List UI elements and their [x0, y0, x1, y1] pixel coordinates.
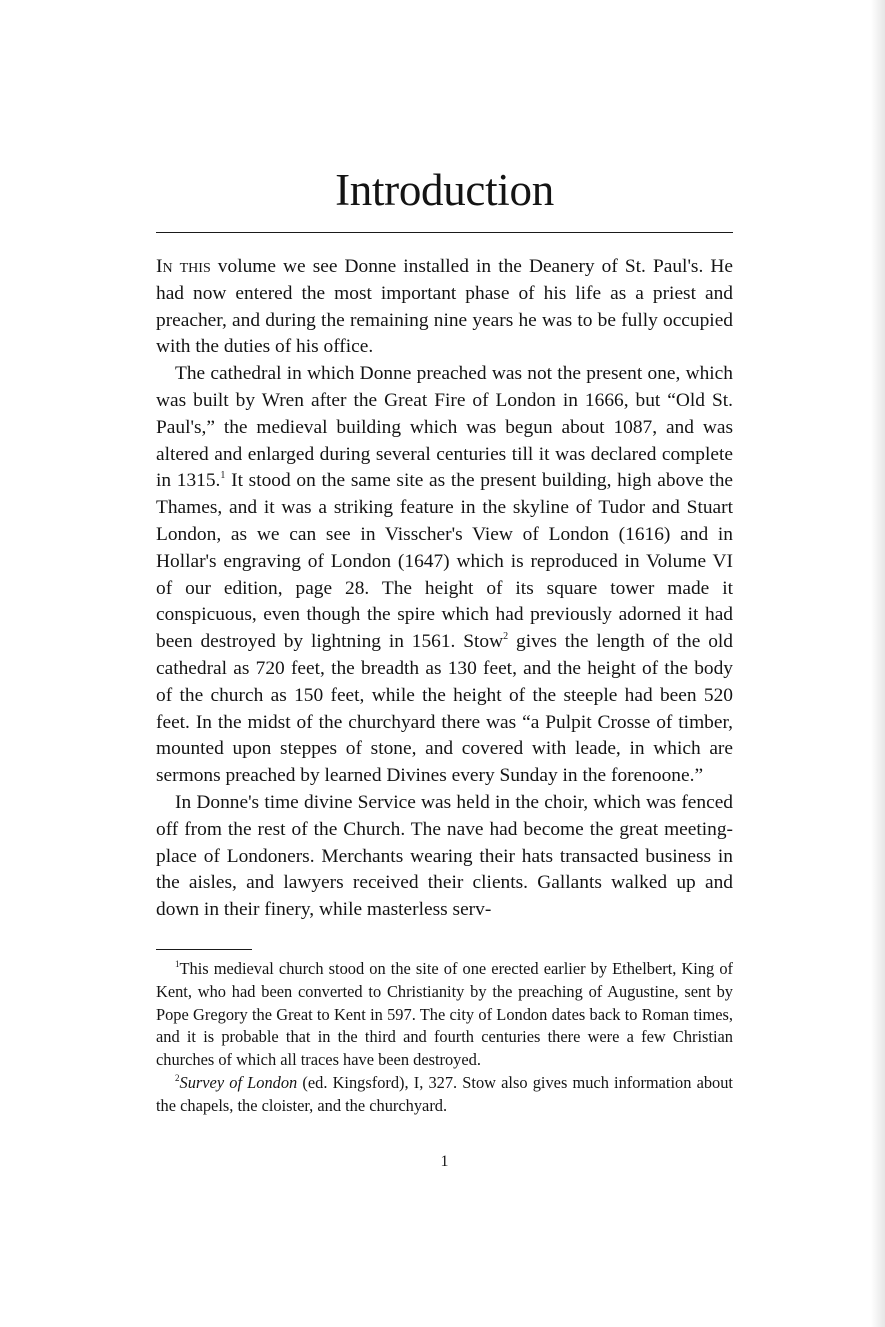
footnote-1-mark: 1: [175, 959, 180, 969]
paragraph-1: [156, 254, 733, 361]
paragraph-2-text-b: It stood on the same site as the present building, high above the Thames, and it was a striking feature in the skyline of Tudor and Stuart London, as we can see in Visscher's View of London (1616) and in Hollar's engraving of London (1647) which is reproduced in Volume VI of our edition, page 28. The height of its square tower made it conspicuous, even though the spire which had previously adorned it had been destroyed by lightning in 1561. Stow: [156, 470, 733, 653]
paragraph-2-text-c: gives the length of the old cathedral as 720 feet, the breadth as 130 feet, and the height of the body of the church as 150 feet, while the height of the steeple had been 520 feet. In the midst of the churchyard there was “a Pulpit Crosse of timber, mounted upon steppes of stone, and covered with leade, in which are sermons preached by learned Divines every Sunday in the forenoone.”: [156, 631, 733, 787]
paragraph-3: In Donne's time divine Service was held in the choir, which was fenced off from the rest of the Church. The nave had become the great meeting-place of Londoners. Merchants wearing their hats transacted business in the aisles, and lawyers received their clients. Gallants walked up and down in their finery, while masterless serv-: [156, 791, 733, 921]
footnote-2-mark: 2: [175, 1072, 180, 1083]
footnote-2-title: Survey of London: [179, 1072, 298, 1092]
footnote-ref-1[interactable]: 1: [220, 470, 226, 482]
chapter-title: Introduction: [335, 165, 554, 215]
footnote-1: [156, 958, 733, 1072]
body-text: [156, 254, 733, 924]
paragraph-2: [156, 361, 733, 790]
paragraph-1-lead: In this: [156, 256, 211, 277]
paragraph-2-text-a: The cathedral in which Donne preached was not the present one, which was built by Wren after the Great Fire of London in 1666, but “Old St. Paul's,” the medieval building which was begun about 1087, and was altered and enlarged during several centuries till it was declared complete in 1315.: [156, 363, 733, 492]
footnote-1-text: This medieval church stood on the site of one erected earlier by Ethelbert, King of Kent, who had been converted to Christianity by the preaching of Augustine, sent by Pope Gregory the Great to Kent in 597. The city of London dates back to Roman times, and it is probable that in the third and fourth centuries there were a few Christian churches of which all traces have been destroyed.: [156, 959, 733, 1070]
footnotes: [156, 958, 733, 1118]
footnote-2: [156, 1072, 733, 1118]
page-number: 1: [440, 1153, 449, 1170]
page-edge-shadow: [871, 0, 885, 1327]
paragraph-1-text: volume we see Donne installed in the Deanery of St. Paul's. He had now entered the most important phase of his life as a priest and preacher, and during the remaining nine years he was to be fully occupied with the duties of his office.: [156, 256, 733, 358]
footnote-2-text: (ed. Kingsford), I, 327. Stow also gives much information about the chapels, the cloister, and the churchyard.: [156, 1072, 733, 1115]
footnote-ref-2[interactable]: 2: [503, 631, 509, 643]
footnote-rule: [156, 949, 252, 950]
title-rule: [156, 232, 733, 233]
